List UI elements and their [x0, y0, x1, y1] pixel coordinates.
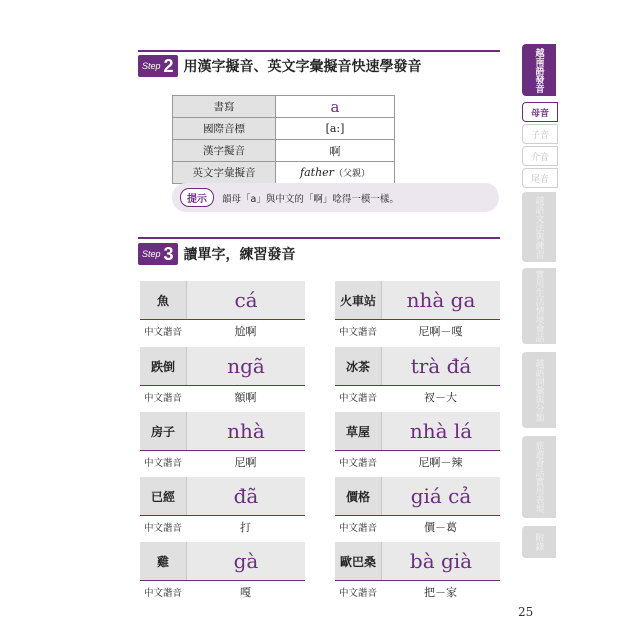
step2-word: Step — [142, 61, 161, 71]
table-label: 漢字擬音 — [173, 140, 276, 162]
table-row — [173, 162, 395, 184]
phonetic-label: 中文諧音 — [338, 458, 377, 469]
english-word: father — [300, 166, 334, 179]
step3-title: 讀單字，練習發音 — [183, 247, 296, 263]
step3-number: 3 — [163, 243, 174, 264]
chinese-phonetic: 價－葛 — [424, 521, 457, 534]
pronunciation-table — [172, 95, 395, 184]
vietnamese-word: cá — [234, 288, 258, 312]
table-label: 英文字彙擬音 — [173, 162, 276, 184]
table-label: 書寫 — [173, 96, 276, 118]
tab-medials[interactable] — [522, 146, 558, 166]
step3-word: Step — [142, 249, 161, 259]
phonetic-label: 中文諧音 — [338, 393, 377, 404]
vocab-card — [335, 347, 500, 408]
chinese-word: 房子 — [140, 412, 187, 450]
vietnamese-word: bà già — [409, 549, 473, 573]
chinese-phonetic: 尬啊 — [234, 325, 257, 338]
tab-label: 越南語發音 — [533, 47, 544, 93]
step3-header — [138, 240, 296, 268]
chinese-word: 冰茶 — [335, 347, 382, 385]
vocab-card — [335, 281, 500, 342]
table-label: 國際音標 — [173, 118, 276, 140]
table-row — [173, 118, 395, 140]
chinese-phonetic: 衩－大 — [424, 391, 457, 404]
chinese-phonetic: 尼啊－辣 — [418, 456, 463, 469]
vocab-card — [335, 542, 500, 603]
step2-header — [138, 52, 422, 80]
page-number: 25 — [518, 605, 534, 619]
chinese-phonetic: 尼啊 — [234, 456, 257, 469]
chinese-word: 已經 — [140, 477, 187, 515]
tab-label: 介音 — [530, 152, 549, 163]
step3-badge — [138, 243, 178, 265]
chinese-word: 雞 — [140, 542, 187, 580]
tab-label: 尾音 — [530, 174, 549, 185]
tab-label: 子音 — [530, 130, 549, 141]
chinese-word: 價格 — [335, 477, 382, 515]
vocab-card — [140, 281, 305, 342]
tab-label: 母音 — [530, 108, 549, 119]
phonetic-label: 中文諧音 — [143, 458, 182, 469]
chinese-word: 火車站 — [335, 281, 382, 319]
vocab-card — [335, 412, 500, 473]
chinese-word: 草屋 — [335, 412, 382, 450]
table-row — [173, 96, 395, 118]
vietnamese-word: đã — [233, 484, 259, 508]
chinese-phonetic: 把－家 — [424, 586, 457, 599]
phonetic-label: 中文諧音 — [338, 588, 377, 599]
tab-label: 實用生活情境會話 — [533, 270, 544, 342]
vocab-card — [335, 477, 500, 538]
vietnamese-word: nhà — [227, 419, 265, 443]
vietnamese-word: trà đá — [410, 354, 472, 378]
step2-rule — [138, 50, 500, 52]
tab-travel[interactable] — [522, 436, 556, 518]
vocab-card — [140, 412, 305, 473]
tab-conversation[interactable] — [522, 268, 556, 344]
vocab-card — [140, 542, 305, 603]
step2-number: 2 — [163, 55, 174, 76]
vocab-card — [140, 347, 305, 408]
step3-rule — [138, 237, 500, 239]
phonetic-label: 中文諧音 — [143, 393, 182, 404]
chinese-word: 魚 — [140, 281, 187, 319]
chinese-word: 跌倒 — [140, 347, 187, 385]
tab-label: 越語詞彙與分類 — [533, 358, 544, 422]
phonetic-label: 中文諧音 — [338, 523, 377, 534]
phonetic-label: 中文諧音 — [143, 327, 182, 338]
tab-vietnamese-pronunciation[interactable] — [522, 44, 556, 96]
tab-appendix[interactable] — [522, 526, 556, 558]
phonetic-label: 中文諧音 — [143, 523, 182, 534]
tab-label: 越語文法與練習 — [533, 195, 544, 259]
table-value: [a:] — [276, 118, 395, 140]
tab-consonants[interactable] — [522, 124, 558, 144]
phonetic-label: 中文諧音 — [143, 588, 182, 599]
tab-label: 附錄 — [533, 533, 544, 551]
tab-vocabulary[interactable] — [522, 352, 556, 428]
table-value: a — [276, 96, 395, 118]
table-value: 啊 — [276, 140, 395, 162]
chinese-phonetic: 嘎 — [240, 586, 251, 599]
vietnamese-word: ngã — [227, 354, 265, 378]
tab-label: 旅遊會話實用表現 — [533, 441, 544, 513]
english-word-gloss: （父親） — [333, 169, 370, 179]
tip-text: 韻母「a」與中文的「啊」唸得一模一樣。 — [222, 193, 399, 205]
vietnamese-word: gà — [233, 549, 259, 573]
tip-box — [172, 183, 499, 212]
table-row — [173, 140, 395, 162]
chinese-phonetic: 打 — [240, 521, 251, 534]
step2-title: 用漢字擬音、英文字彙擬音快速學發音 — [183, 59, 422, 75]
chinese-phonetic: 尼啊－嘎 — [418, 325, 463, 338]
tab-vowels[interactable] — [522, 102, 558, 122]
chinese-word: 歐巴桑 — [335, 542, 382, 580]
phonetic-label: 中文諧音 — [338, 327, 377, 338]
tab-grammar[interactable] — [522, 192, 556, 262]
tip-badge: 提示 — [180, 188, 214, 207]
tab-finals[interactable] — [522, 168, 558, 188]
chinese-phonetic: 額啊 — [234, 391, 257, 404]
vocab-card — [140, 477, 305, 538]
vietnamese-word: nhà ga — [406, 288, 476, 312]
step2-badge — [138, 55, 178, 77]
vietnamese-word: nhà lá — [409, 419, 473, 443]
table-value — [276, 162, 395, 184]
vietnamese-word: giá cả — [410, 484, 472, 508]
